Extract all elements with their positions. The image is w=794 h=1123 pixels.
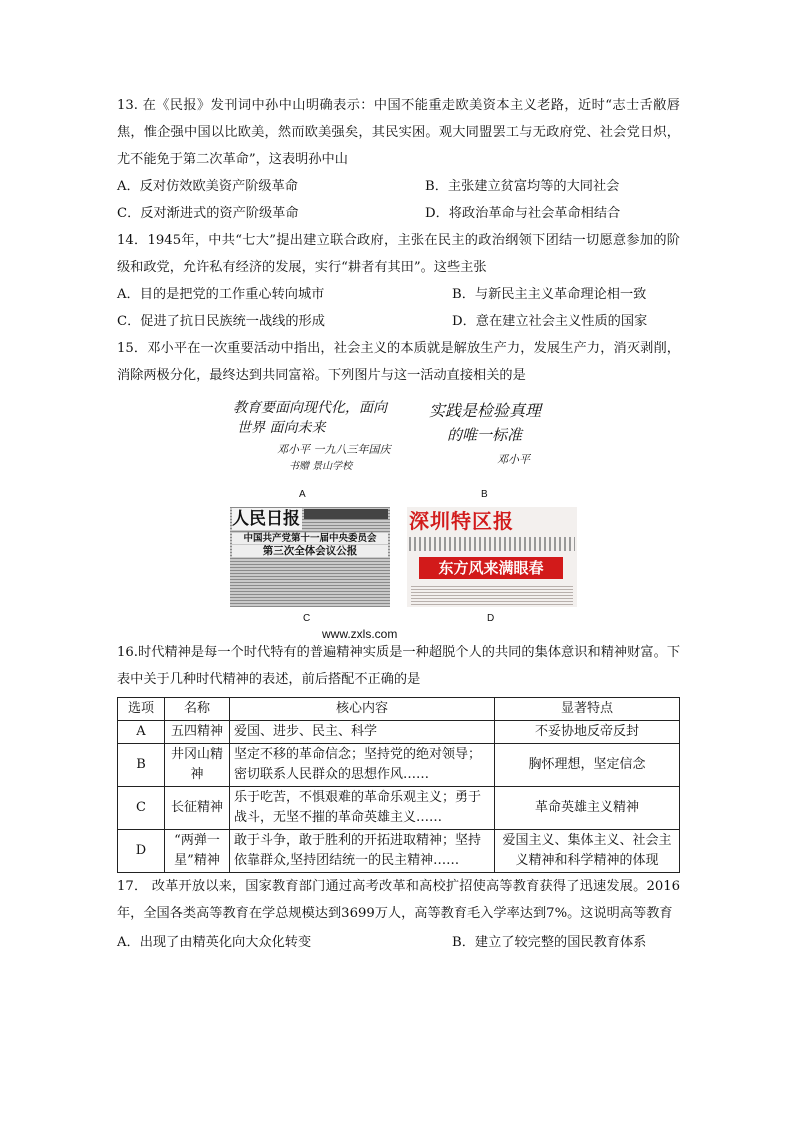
watermark-url: www.zxls.com [322,627,398,641]
table-cell-feature: 不妥协地反帝反封 [495,721,680,744]
image-c-header-band [304,509,388,519]
q17-stem: 17． 改革开放以来，国家教育部门通过高考改革和高校扩招使高等教育获得了迅速发展。2016年，全国各类高等教育在学总规模达到3699万人，高等教育毛入学率达到7%。这说明高等教育 [117,879,680,921]
table-cell-option: A [118,721,165,744]
table-cell-name: “两弹一星”精神 [165,830,230,873]
exam-page [117,92,680,956]
q15-stem: 15．邓小平在一次重要活动中指出，社会主义的本质就是解放生产力，发展生产力，消灭剥削，消除两极分化，最终达到共同富裕。下列图片与这一活动直接相关的是 [117,341,680,383]
table-row [118,787,680,830]
q17-option-a[interactable]: A．出现了由精英化向大众化转变 [117,935,312,950]
table-cell-content: 乐于吃苦，不惧艰难的革命乐观主义；勇于战斗，无坚不摧的革命英雄主义…… [230,787,495,830]
q16-table [117,697,680,873]
image-d-body-text [411,585,573,605]
table-row [118,721,680,744]
image-b-line-3: 邓小平 [497,453,530,466]
table-row [118,744,680,787]
q14-option-b[interactable]: B．与新民主主义革命理论相一致 [452,287,647,302]
image-a-line-4: 书赠 景山学校 [289,461,353,472]
q14-option-a[interactable]: A．目的是把党的工作重心转向城市 [117,287,325,302]
q13-option-b[interactable]: B．主张建立贫富均等的大同社会 [425,179,620,194]
image-b-line-1: 实践是检验真理 [429,401,542,420]
table-header-cell: 选项 [118,698,165,721]
image-a-line-1: 教育要面向现代化，面向 [233,400,387,416]
q16-stem: 16.时代精神是每一个时代特有的普遍精神实质是一种超脱个人的共同的集体意识和精神财富。下表中关于几种时代精神的表述，前后搭配不正确的是 [117,645,680,687]
q14-stem: 14．1945年，中共“七大”提出建立联合政府，主张在民主的政治纲领下团结一切愿意参加的阶级和政党，允许私有经济的发展，实行“耕者有其田”。这些主张 [117,233,680,275]
table-cell-name: 井冈山精神 [165,744,230,787]
q13-options-row-1 [117,173,680,200]
q15-images [117,389,680,639]
q17-options-row-1 [117,929,680,956]
image-d-dateline [409,537,575,551]
table-cell-content: 坚定不移的革命信念；坚持党的绝对领导；密切联系人民群众的思想作风…… [230,744,495,787]
q13-option-d[interactable]: D．将政治革命与社会革命相结合 [425,206,621,221]
q14-options-row-2 [117,308,680,335]
image-d-newspaper[interactable] [407,507,577,607]
table-cell-option: B [118,744,165,787]
table-row [118,830,680,873]
table-header-cell: 名称 [165,698,230,721]
table-cell-option: D [118,830,165,873]
q17-option-b[interactable]: B．建立了较完整的国民教育体系 [452,935,647,950]
q14-options-row-1 [117,281,680,308]
table-cell-content: 爱国、进步、民主、科学 [230,721,495,744]
image-a-calligraphy[interactable] [227,397,397,479]
table-cell-feature: 革命英雄主义精神 [495,787,680,830]
image-b-calligraphy[interactable] [427,397,567,479]
image-c-masthead: 人民日报 [232,509,300,529]
table-cell-feature: 爱国主义、集体主义、社会主义精神和科学精神的体现 [495,830,680,873]
q14-option-d[interactable]: D．意在建立社会主义性质的国家 [452,314,648,329]
image-b-caption: B [481,489,488,500]
q13-stem: 13. 在《民报》发刊词中孙中山明确表示：中国不能重走欧美资本主义老路，近时“志士舌敝唇焦，惟企强中国以比欧美，然而欧美强矣，其民实困。观大同盟罢工与无政府党、社会党日炽，尤不能免于第二次革命”，这表明孙中山 [117,98,680,167]
table-header-cell: 核心内容 [230,698,495,721]
image-a-caption: A [299,489,306,500]
q14-option-c[interactable]: C．促进了抗日民族统一战线的形成 [117,314,325,329]
q13-options-row-2 [117,200,680,227]
image-d-headline: 东方风来满眼春 [419,557,563,579]
image-b-line-2: 的唯一标准 [447,426,523,444]
image-c-newspaper[interactable] [230,507,390,607]
image-c-headline-1: 中国共产党第十一届中央委员会 [232,533,388,544]
table-cell-feature: 胸怀理想，坚定信念 [495,744,680,787]
image-a-line-3: 邓小平 一九八三年国庆 [277,443,391,456]
table-cell-option: C [118,787,165,830]
table-cell-content: 敢于斗争，敢于胜利的开拓进取精神；坚持依靠群众,坚持团结统一的民主精神…… [230,830,495,873]
q13-option-c[interactable]: C．反对渐进式的资产阶级革命 [117,206,299,221]
image-d-masthead: 深圳特区报 [409,509,514,533]
image-c-headline-2: 第三次全体会议公报 [232,545,388,557]
table-header-cell: 显著特点 [495,698,680,721]
image-c-caption: C [303,613,311,624]
q13-option-a[interactable]: A．反对仿效欧美资产阶级革命 [117,179,298,194]
table-header-row [118,698,680,721]
table-cell-name: 长征精神 [165,787,230,830]
table-cell-name: 五四精神 [165,721,230,744]
image-d-caption: D [487,613,495,624]
image-a-line-2: 世界 面向未来 [237,420,326,436]
